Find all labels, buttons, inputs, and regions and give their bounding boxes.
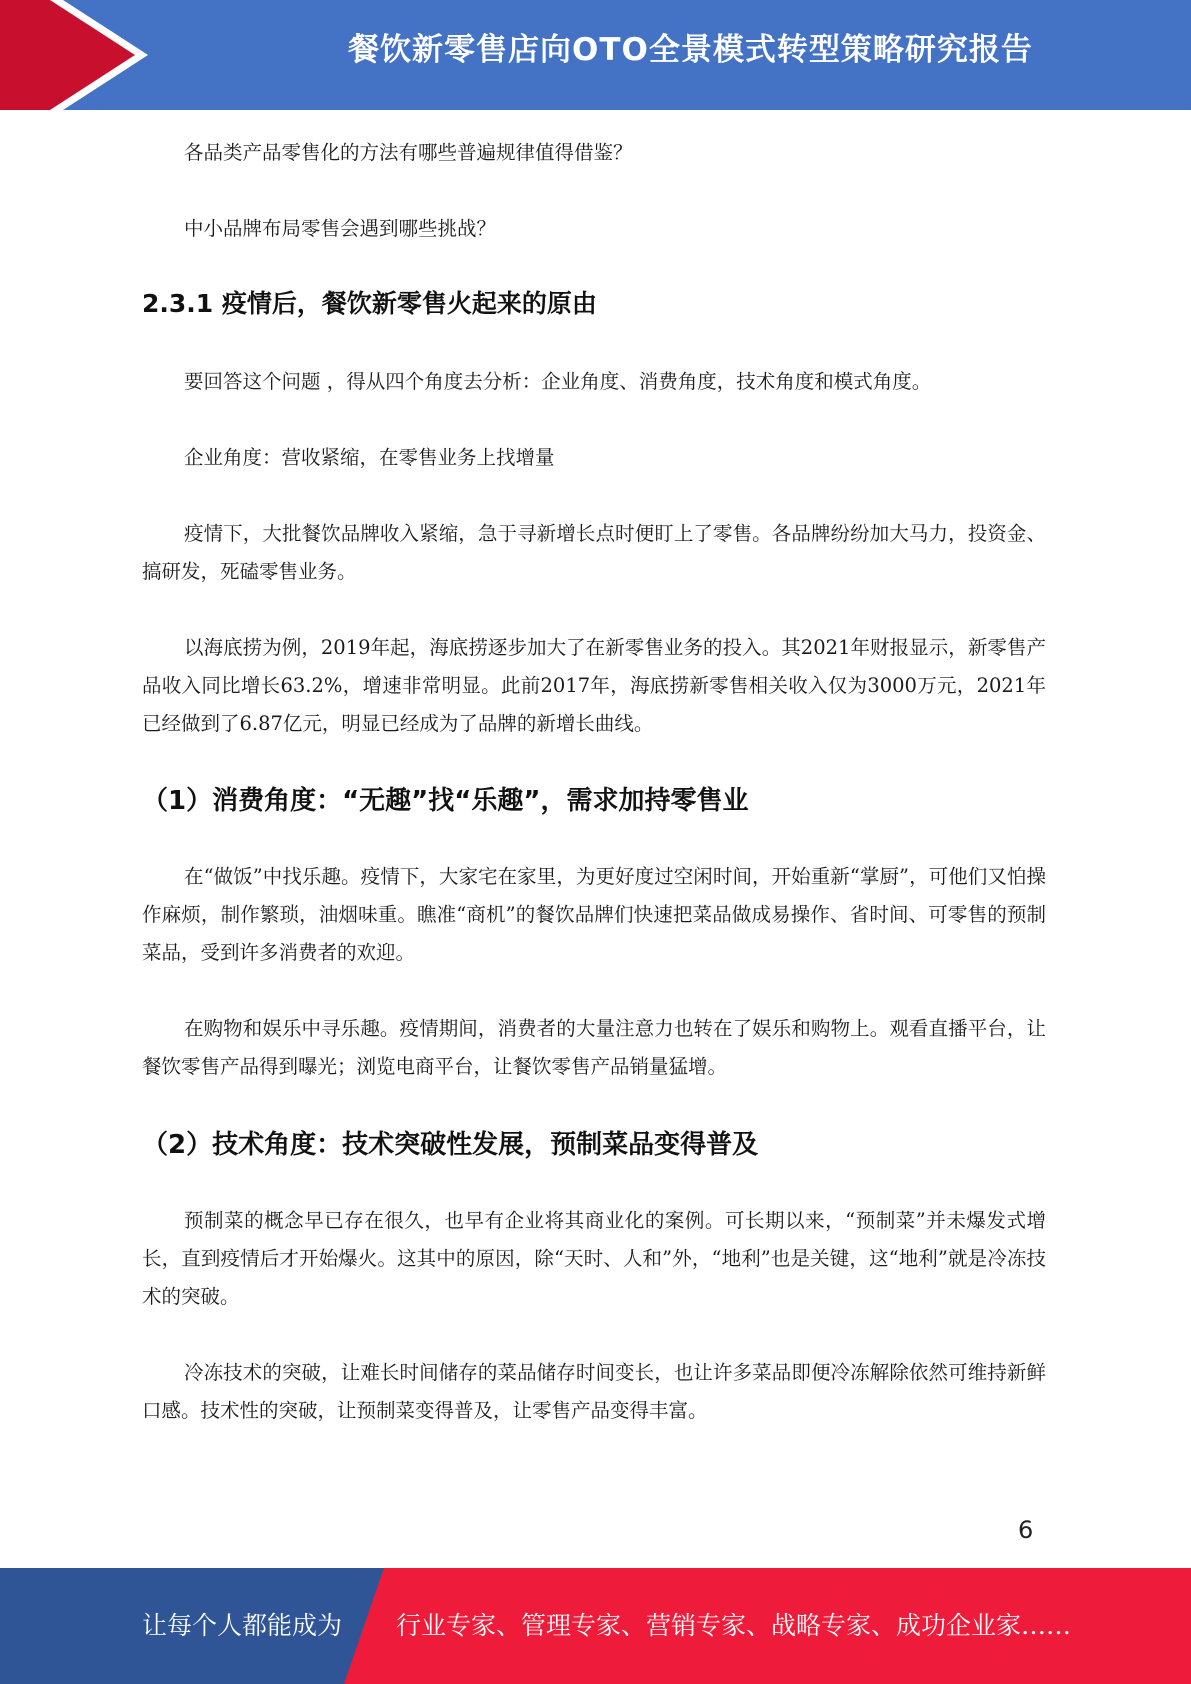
- question-1: 各品类产品零售化的方法有哪些普遍规律值得借鉴？: [184, 141, 633, 164]
- tech-paragraph-2: 冷冻技术的突破，让难长时间储存的菜品储存时间变长，也让许多菜品即便冷冻解除依然可维持新鲜口感。技术性的突破，让预制菜变得普及，让零售产品变得丰富。: [142, 1361, 1046, 1422]
- footer-slogan-right: 行业专家、管理专家、营销专家、战略专家、成功企业家……: [396, 1611, 1072, 1640]
- section-heading: 2.3.1 疫情后，餐饮新零售火起来的原由: [142, 289, 597, 318]
- page-number: 6: [1018, 1516, 1034, 1544]
- consumption-paragraph-1: 在“做饭”中找乐趣。疫情下，大家宅在家里，为更好度过空闲时间，开始重新“掌厨”，可他们又怕操作麻烦，制作繁琐，油烟味重。瞧准“商机”的餐饮品牌们快速把菜品做成易操作、省时间、可零售的预制菜品，受到许多消费者的欢迎。: [142, 865, 1046, 964]
- consumption-heading: （1）消费角度：“无趣”找“乐趣”，需求加持零售业: [142, 786, 749, 816]
- tech-heading: （2）技术角度：技术突破性发展，预制菜品变得普及: [142, 1130, 759, 1160]
- footer-slogan-left: 让每个人都能成为: [142, 1611, 343, 1640]
- enterprise-paragraph-2: 以海底捞为例，2019年起，海底捞逐步加大了在新零售业务的投入。其2021年财报显示，新零售产品收入同比增长63.2%，增速非常明显。此前2017年，海底捞新零售相关收入仅为3000万元，2021年已经做到了6.87亿元，明显已经成为了品牌的新增长曲线。: [142, 636, 1046, 735]
- header-banner: [0, 0, 1191, 110]
- enterprise-paragraph-1: 疫情下，大批餐饮品牌收入紧缩，急于寻新增长点时便盯上了零售。各品牌纷纷加大马力，投资金、搞研发，死磕零售业务。: [142, 522, 1046, 583]
- document-title: 餐饮新零售店向OTO全景模式转型策略研究报告: [348, 32, 1033, 68]
- enterprise-subtitle: 企业角度：营收紧缩，在零售业务上找增量: [184, 446, 555, 469]
- tech-paragraph-1: 预制菜的概念早已存在很久，也早有企业将其商业化的案例。可长期以来，“预制菜”并未爆发式增长，直到疫情后才开始爆火。这其中的原因，除“天时、人和”外，“地利”也是关键，这“地利”就是冷冻技术的突破。: [142, 1209, 1046, 1308]
- question-2: 中小品牌布局零售会遇到哪些挑战？: [184, 217, 497, 240]
- consumption-paragraph-2: 在购物和娱乐中寻乐趣。疫情期间，消费者的大量注意力也转在了娱乐和购物上。观看直播平台，让餐饮零售产品得到曝光；浏览电商平台，让餐饮零售产品销量猛增。: [142, 1017, 1046, 1078]
- intro-paragraph: 要回答这个问题 ，得从四个角度去分析：企业角度、消费角度，技术角度和模式角度。: [184, 370, 932, 393]
- footer-banner: [0, 1568, 1191, 1684]
